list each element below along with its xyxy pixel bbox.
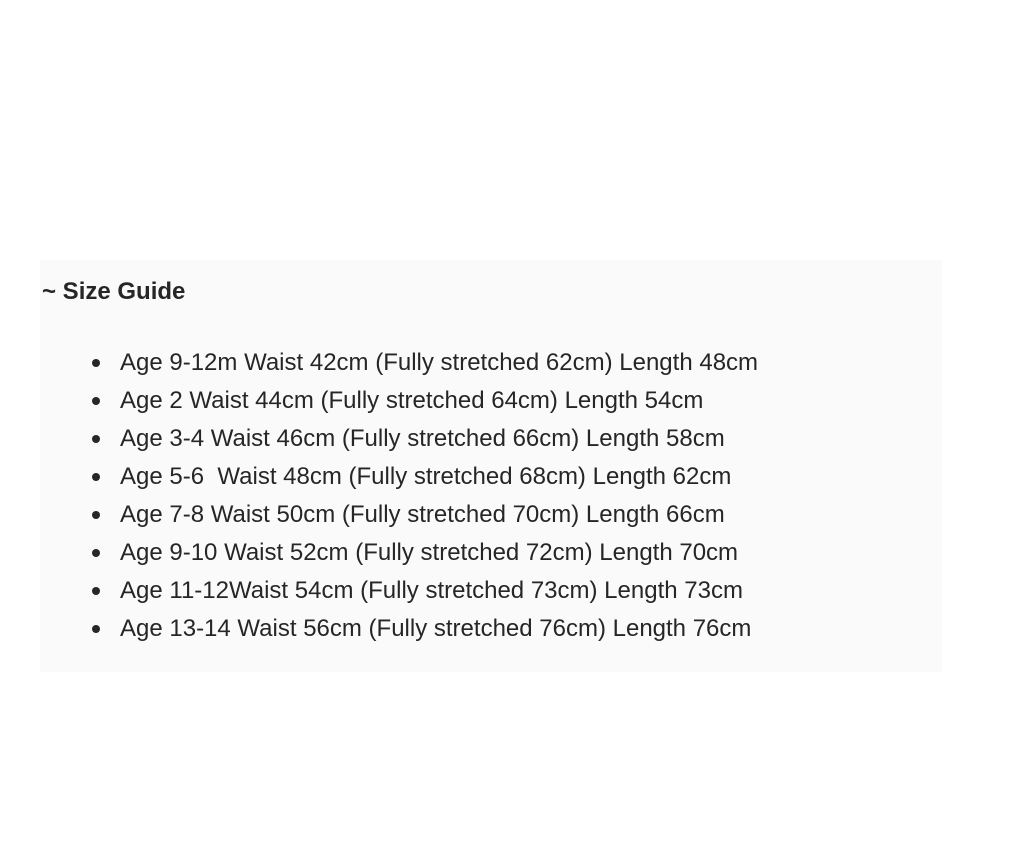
size-entry: Age 9-10 Waist 52cm (Fully stretched 72cm) Length 70cm xyxy=(120,539,739,566)
size-entry: Age 13-14 Waist 56cm (Fully stretched 76cm) Length 76cm xyxy=(120,615,752,642)
bullet-icon xyxy=(92,549,100,557)
size-guide-title: ~ Size Guide xyxy=(42,278,186,305)
list-item xyxy=(92,496,758,534)
list-item xyxy=(92,420,758,458)
list-item xyxy=(92,572,758,610)
bullet-icon xyxy=(92,511,100,519)
size-guide-panel xyxy=(40,260,942,672)
list-item xyxy=(92,534,758,572)
size-list xyxy=(92,344,758,648)
size-entry: Age 9-12m Waist 42cm (Fully stretched 62cm) Length 48cm xyxy=(120,349,759,376)
list-item xyxy=(92,344,758,382)
size-entry: Age 11-12Waist 54cm (Fully stretched 73cm) Length 73cm xyxy=(120,577,743,604)
bullet-icon xyxy=(92,435,100,443)
bullet-icon xyxy=(92,587,100,595)
list-item xyxy=(92,610,758,648)
size-entry: Age 3-4 Waist 46cm (Fully stretched 66cm) Length 58cm xyxy=(120,425,725,452)
size-entry: Age 2 Waist 44cm (Fully stretched 64cm) Length 54cm xyxy=(120,387,704,414)
bullet-icon xyxy=(92,473,100,481)
bullet-icon xyxy=(92,625,100,633)
list-item xyxy=(92,382,758,420)
size-entry: Age 7-8 Waist 50cm (Fully stretched 70cm) Length 66cm xyxy=(120,501,725,528)
size-entry: Age 5-6 Waist 48cm (Fully stretched 68cm) Length 62cm xyxy=(120,463,732,490)
bullet-icon xyxy=(92,397,100,405)
bullet-icon xyxy=(92,359,100,367)
list-item xyxy=(92,458,758,496)
